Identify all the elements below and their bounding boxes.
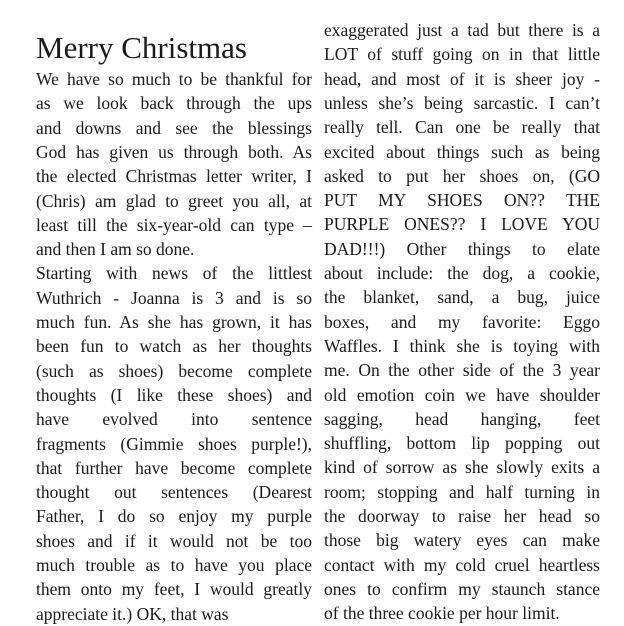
text-line: least till the six-year-old can type –	[36, 214, 312, 235]
text-line: been fun to watch as her thoughts	[36, 336, 312, 357]
text-line: sagging, head hanging, feet	[324, 408, 600, 429]
text-line: DAD!!!) Other things to elate	[324, 238, 600, 259]
text-line: head, and most of it is sheer joy -	[324, 68, 600, 89]
text-line: old emotion coin we have shoulder	[324, 384, 600, 405]
text-line: about include: the dog, a cookie,	[324, 263, 600, 283]
text-line: PUT MY SHOES ON?? THE	[324, 190, 600, 211]
text-line: (such as shoes) become complete	[36, 360, 312, 381]
text-line: Starting with news of the littlest	[36, 263, 312, 284]
text-line: really tell. Can one be really that	[324, 117, 600, 138]
text-line: We have so much to be thankful for	[36, 69, 312, 89]
text-line: much trouble as to have you place	[36, 555, 312, 575]
text-line: the blanket, sand, a bug, juice	[324, 287, 600, 308]
text-line: Waffles. I think she is toying with	[324, 335, 600, 356]
text-line: excited about things such as being	[324, 141, 600, 162]
text-line: the doorway to raise her head so	[324, 506, 600, 526]
text-line: boxes, and my favorite: Eggo	[324, 311, 600, 332]
text-line: unless she’s being sarcastic. I can’t	[324, 92, 600, 113]
text-line: much fun. As she has grown, it has	[36, 312, 312, 332]
text-line: contact with my cold cruel heartless	[324, 554, 600, 575]
text-line: thoughts (I like these shoes) and	[36, 384, 312, 405]
text-line: appreciate it.) OK, that was	[36, 603, 229, 624]
text-line: ones to confirm my staunch stance	[324, 578, 600, 599]
text-line: God has given us through both. As	[36, 141, 312, 162]
text-line: me. On the other side of the 3 year	[324, 360, 600, 381]
text-line: exaggerated just a tad but there is a	[324, 20, 600, 40]
letter-title: Merry Christmas	[36, 30, 247, 65]
text-line: asked to put her shoes on, (GO	[324, 165, 600, 186]
text-line: them onto my feet, I would greatly	[36, 579, 312, 600]
text-line: shoes and if it would not be too	[36, 530, 312, 551]
text-line: and then I am so done.	[36, 239, 195, 260]
text-line: LOT of stuff going on in that little	[324, 44, 600, 65]
text-line: PURPLE ONES?? I LOVE YOU	[324, 214, 600, 235]
text-line: those big watery eyes can make	[324, 530, 600, 551]
text-line: as we look back through the ups	[36, 93, 312, 114]
text-line: kind of sorrow as she slowly exits a	[324, 457, 600, 478]
text-line: of the three cookie per hour limit.	[324, 603, 560, 624]
text-line: have evolved into sentence	[36, 409, 312, 430]
text-line: room; stopping and half turning in	[324, 481, 600, 502]
text-line: shuffling, bottom lip popping out	[324, 433, 600, 454]
text-line: the elected Christmas letter writer, I	[36, 166, 312, 187]
text-line: thought out sentences (Dearest	[36, 482, 312, 503]
text-line: (Chris) am glad to greet you all, at	[36, 190, 312, 211]
text-line: that further have become complete	[36, 457, 312, 478]
text-line: and downs and see the blessings	[36, 117, 312, 138]
text-line: Father, I do so enjoy my purple	[36, 506, 312, 527]
text-line: Wuthrich - Joanna is 3 and is so	[36, 287, 312, 308]
text-line: fragments (Gimmie shoes purple!),	[36, 433, 312, 454]
